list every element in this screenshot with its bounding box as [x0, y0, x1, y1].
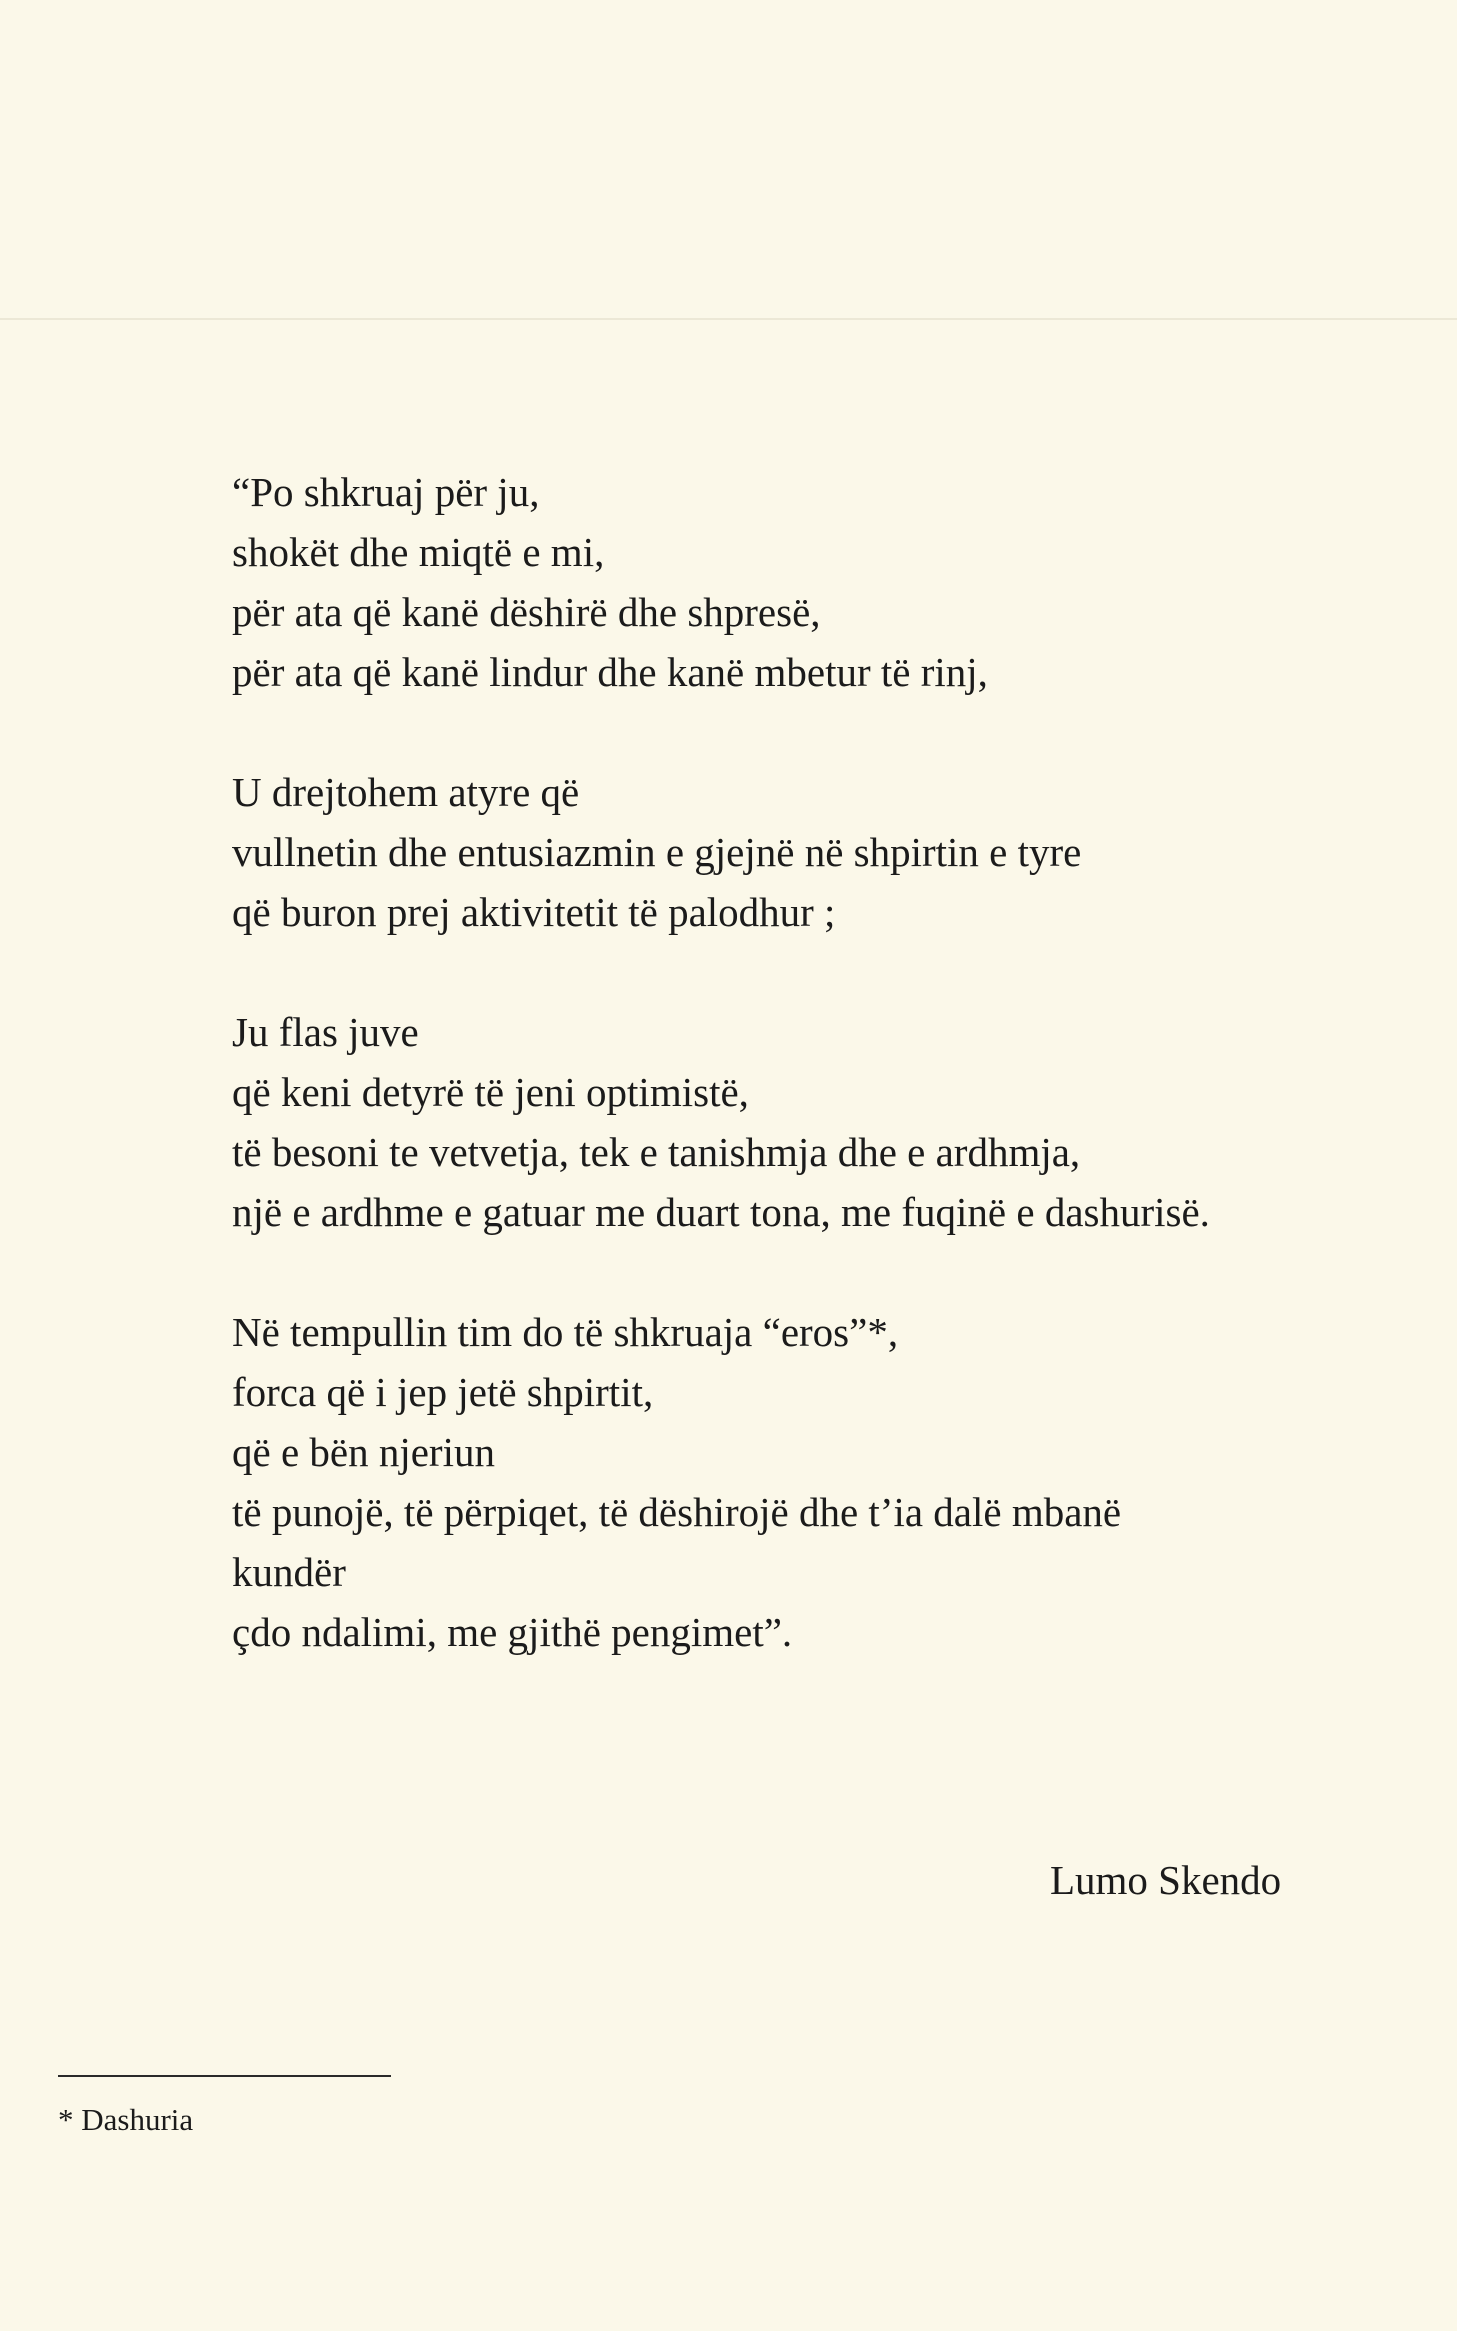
stanza-3: [232, 1002, 1392, 1242]
stanza-4: [232, 1302, 1392, 1662]
footnote: * Dashuria: [58, 2102, 194, 2137]
stanza-1: [232, 462, 1392, 702]
poem-line: Ju flas juve: [232, 1009, 419, 1055]
poem-line: që buron prej aktivitetit të palodhur ;: [232, 889, 836, 935]
poem: [232, 462, 1392, 1662]
poem-line: Në tempullin tim do të shkruaja “eros”*,: [232, 1309, 899, 1355]
poem-line: të besoni te vetvetja, tek e tanishmja dhe e ardhmja,: [232, 1129, 1081, 1175]
poem-line: çdo ndalimi, me gjithë pengimet”.: [232, 1609, 793, 1655]
page-crease: [0, 318, 1457, 320]
footnote-divider: [58, 2075, 391, 2077]
author-signature: Lumo Skendo: [1050, 1857, 1282, 1903]
poem-line: një e ardhme e gatuar me duart tona, me fuqinë e dashurisë.: [232, 1189, 1210, 1235]
poem-line: që e bën njeriun: [232, 1429, 495, 1475]
poem-line: shokët dhe miqtë e mi,: [232, 529, 605, 575]
stanza-2: [232, 762, 1392, 942]
poem-line: që keni detyrë të jeni optimistë,: [232, 1069, 749, 1115]
poem-line: të punojë, të përpiqet, të dëshirojë dhe t’ia dalë mbanë: [232, 1489, 1122, 1535]
poem-line: forca që i jep jetë shpirtit,: [232, 1369, 654, 1415]
poem-line: kundër: [232, 1549, 346, 1595]
poem-line: “Po shkruaj për ju,: [232, 469, 540, 515]
poem-line: vullnetin dhe entusiazmin e gjejnë në shpirtin e tyre: [232, 829, 1082, 875]
poem-line: për ata që kanë dëshirë dhe shpresë,: [232, 589, 821, 635]
poem-line: për ata që kanë lindur dhe kanë mbetur të rinj,: [232, 649, 988, 695]
poem-line: U drejtohem atyre që: [232, 769, 580, 815]
